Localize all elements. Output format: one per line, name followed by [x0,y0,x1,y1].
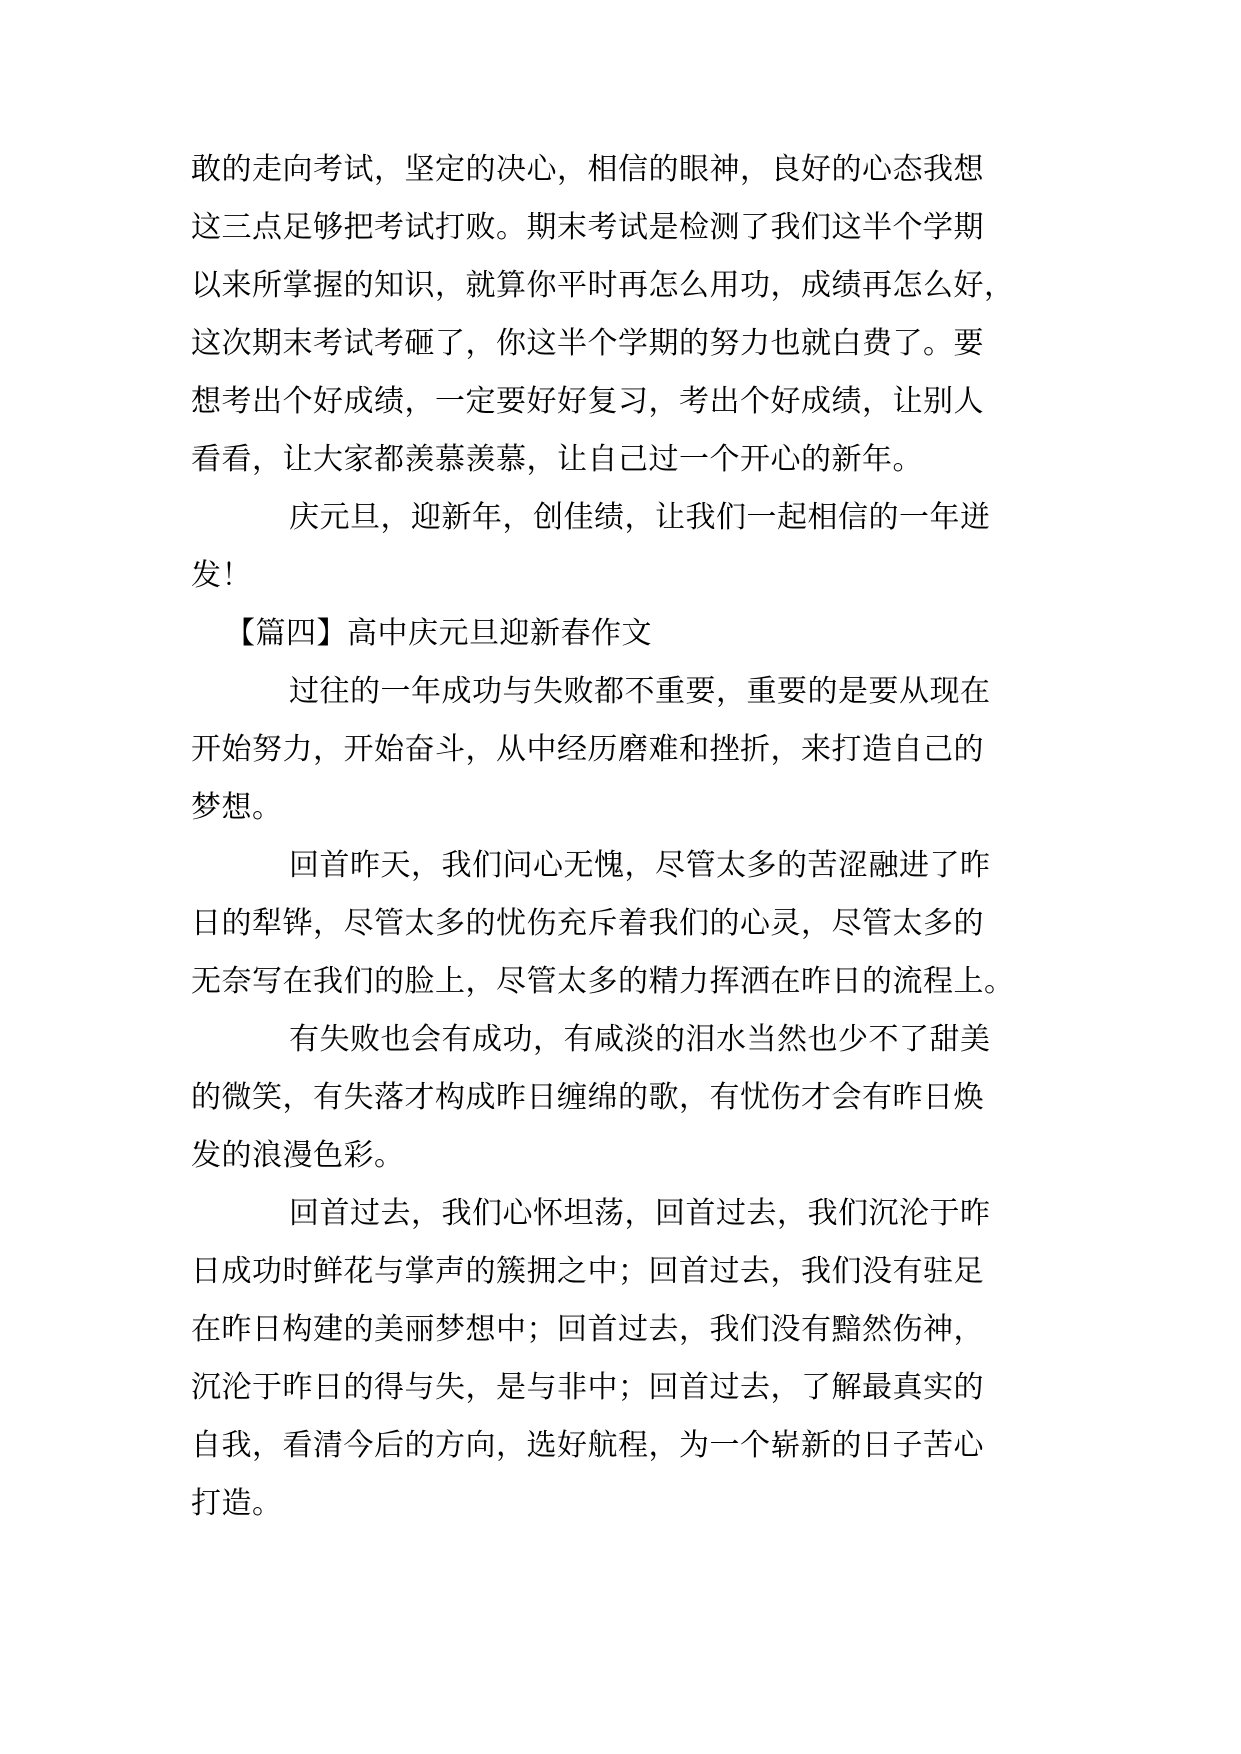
paragraph-first-line: 有失败也会有成功，有咸淡的泪水当然也少不了甜美 [289,1022,991,1057]
text-line: 梦想。 [191,790,283,825]
text-line: 想考出个好成绩，一定要好好复习，考出个好成绩，让别人 [191,384,984,419]
text-line: 发！ [191,558,252,593]
text-line: 日的犁铧，尽管太多的忧伤充斥着我们的心灵，尽管太多的 [191,906,984,941]
text-line: 自我，看清今后的方向，选好航程，为一个崭新的日子苦心 [191,1428,984,1463]
text-line: 打造。 [191,1486,283,1521]
paragraph-first-line: 回首过去，我们心怀坦荡，回首过去，我们沉沦于昨 [289,1196,991,1231]
text-line: 看看，让大家都羡慕羡慕，让自己过一个开心的新年。 [191,442,923,477]
section-heading: 【篇四】高中庆元旦迎新春作文 [225,616,652,651]
text-line: 发的浪漫色彩。 [191,1138,405,1173]
text-line: 的微笑，有失落才构成昨日缠绵的歌，有忧伤才会有昨日焕 [191,1080,984,1115]
text-line: 沉沦于昨日的得与失，是与非中；回首过去，了解最真实的 [191,1370,984,1405]
text-line: 这三点足够把考试打败。期末考试是检测了我们这半个学期 [191,210,984,245]
text-line: 日成功时鲜花与掌声的簇拥之中；回首过去，我们没有驻足 [191,1254,984,1289]
paragraph-first-line: 庆元旦，迎新年，创佳绩，让我们一起相信的一年迸 [289,500,991,535]
text-line: 以来所掌握的知识，就算你平时再怎么用功，成绩再怎么好， [191,268,1015,303]
paragraph-first-line: 过往的一年成功与失败都不重要，重要的是要从现在 [289,674,991,709]
text-line: 开始努力，开始奋斗，从中经历磨难和挫折，来打造自己的 [191,732,984,767]
text-line: 在昨日构建的美丽梦想中；回首过去，我们没有黯然伤神， [191,1312,984,1347]
text-line: 无奈写在我们的脸上，尽管太多的精力挥洒在昨日的流程上。 [191,964,1015,999]
paragraph-first-line: 回首昨天，我们问心无愧，尽管太多的苦涩融进了昨 [289,848,991,883]
text-line: 敢的走向考试，坚定的决心，相信的眼神，良好的心态我想 [191,152,984,187]
text-line: 这次期末考试考砸了，你这半个学期的努力也就白费了。要 [191,326,984,361]
